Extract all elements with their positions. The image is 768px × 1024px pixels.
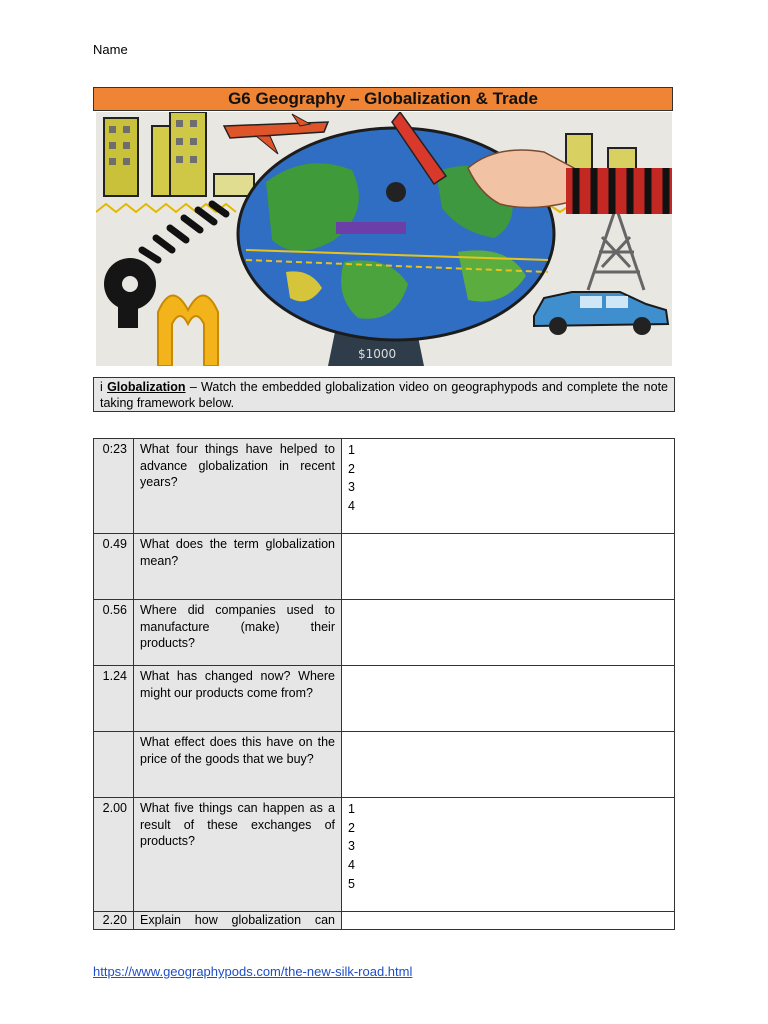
table-row — [94, 666, 675, 732]
instructions-box — [93, 377, 675, 412]
question-cell: What four things have helped to advance globalization in recent years? — [134, 439, 342, 534]
table-row — [94, 732, 675, 798]
question-cell: Explain how globalization can — [134, 912, 342, 930]
stamp-text: $1000 — [358, 347, 397, 361]
answer-number: 2 — [348, 820, 355, 835]
answer-number: 2 — [348, 461, 355, 476]
answer-number: 4 — [348, 499, 355, 514]
answer-number: 5 — [348, 876, 355, 891]
answer-cell[interactable] — [342, 912, 675, 930]
timestamp-cell: 0:23 — [94, 439, 134, 534]
timestamp-cell: 0.49 — [94, 534, 134, 600]
note-taking-table — [93, 438, 675, 930]
question-cell: What has changed now? Where might our products come from? — [134, 666, 342, 732]
table-row — [94, 912, 675, 930]
question-cell: Where did companies used to manufacture (make) their products? — [134, 600, 342, 666]
question-cell: What five things can happen as a result of these exchanges of products? — [134, 798, 342, 912]
answer-number: 1 — [348, 443, 355, 457]
answer-number: 1 — [348, 802, 355, 816]
answer-number: 4 — [348, 858, 355, 873]
answer-cell[interactable] — [342, 600, 675, 666]
answer-number: 3 — [348, 839, 355, 854]
name-label: Name — [93, 42, 128, 57]
answer-cell[interactable] — [342, 534, 675, 600]
question-cell: What does the term globalization mean? — [134, 534, 342, 600]
question-cell: What effect does this have on the price of the goods that we buy? — [134, 732, 342, 798]
table-row — [94, 600, 675, 666]
timestamp-cell: 2.00 — [94, 798, 134, 912]
answer-cell[interactable] — [342, 439, 675, 534]
answer-number: 3 — [348, 480, 355, 495]
intro-term: Globalization — [107, 380, 186, 394]
timestamp-cell: 1.24 — [94, 666, 134, 732]
timestamp-cell: 0.56 — [94, 600, 134, 666]
answer-cell[interactable] — [342, 798, 675, 912]
table-row — [94, 534, 675, 600]
answer-cell[interactable] — [342, 666, 675, 732]
timestamp-cell — [94, 732, 134, 798]
timestamp-cell: 2.20 — [94, 912, 134, 930]
page-title: G6 Geography – Globalization & Trade — [93, 87, 673, 111]
table-row — [94, 798, 675, 912]
geographypods-link[interactable]: https://www.geographypods.com/the-new-silk-road.html — [93, 964, 413, 979]
globalization-artwork-image — [96, 112, 672, 366]
table-row — [94, 439, 675, 534]
answer-cell[interactable] — [342, 732, 675, 798]
intro-text: – Watch the embedded globalization video on geographypods and complete the note taking framework below. — [100, 380, 668, 410]
intro-prefix: i — [100, 380, 108, 394]
